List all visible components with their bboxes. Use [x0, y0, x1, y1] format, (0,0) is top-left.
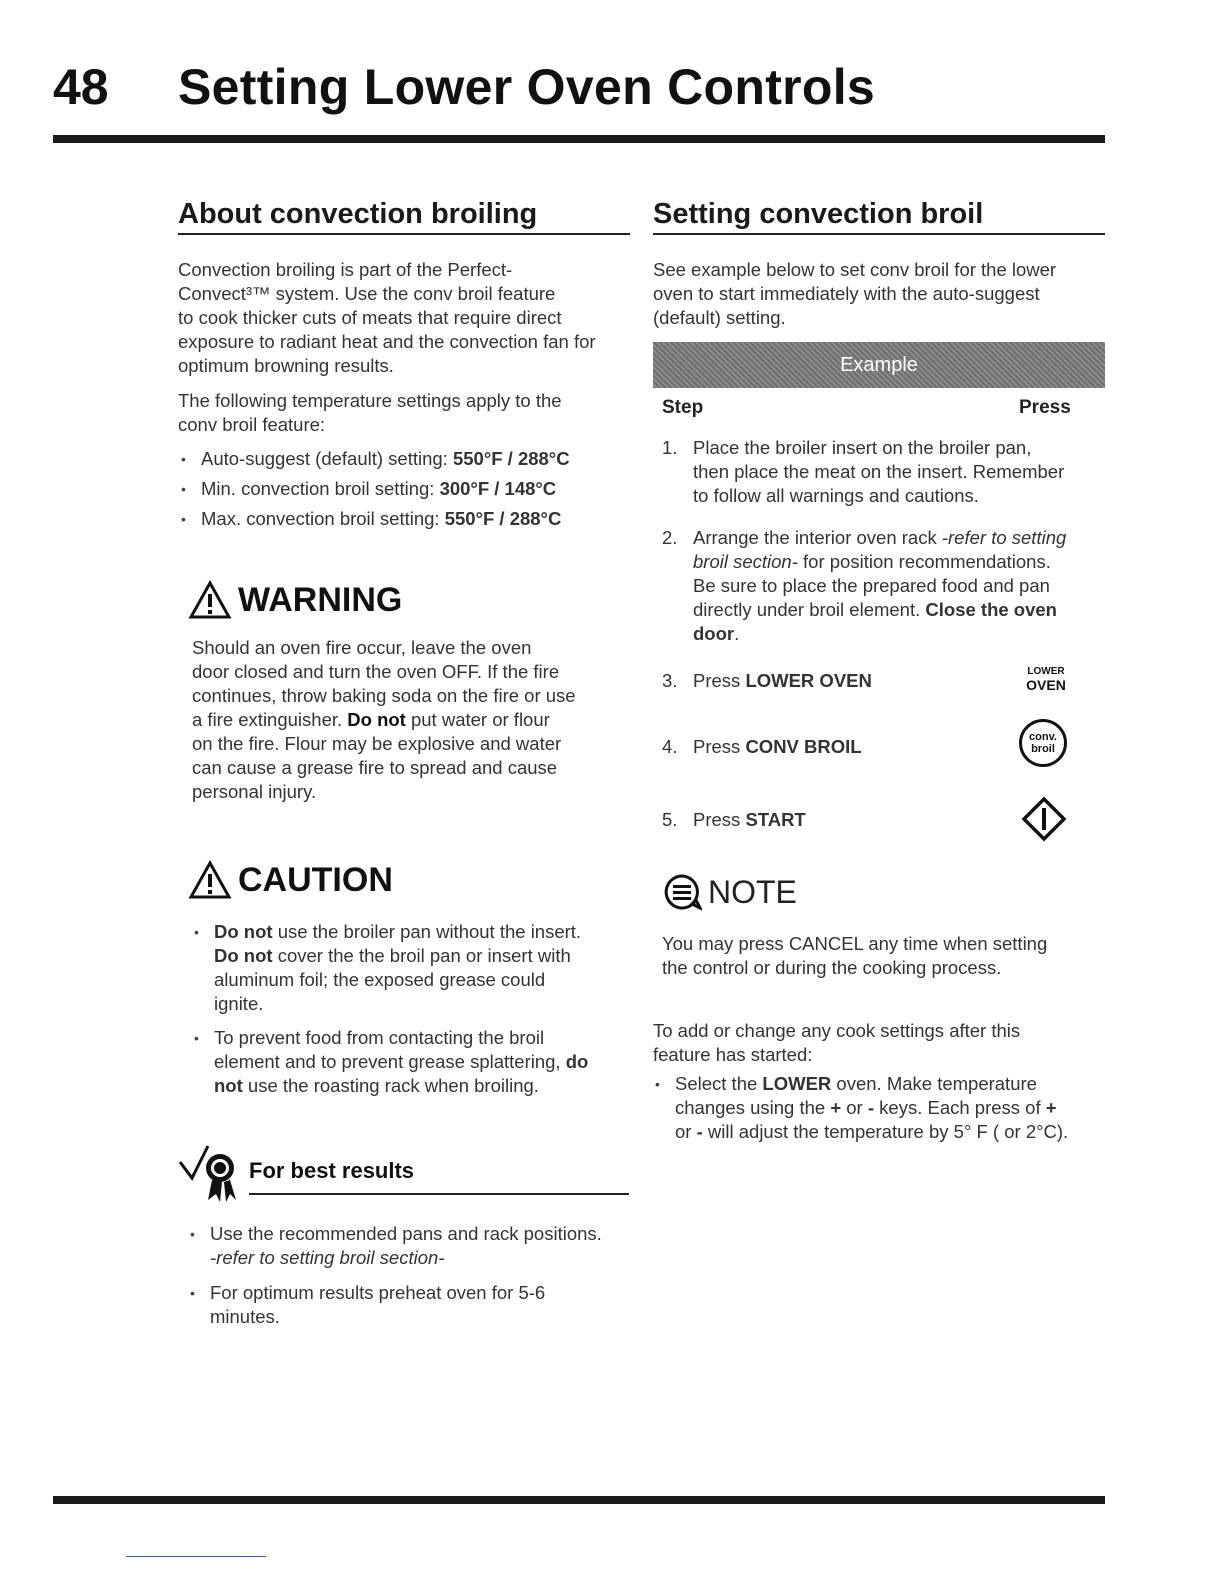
text: will adjust the temperature by 5° F ( or 2°C). [702, 1121, 1069, 1142]
bottom-rule [53, 1496, 1105, 1504]
text: -refer to setting [941, 527, 1067, 548]
text: for position recommendations. [797, 551, 1051, 572]
note-line: the control or during the cooking process. [662, 957, 1002, 978]
about-intro-line: optimum browning results. [178, 355, 394, 376]
text: cover the the broil pan or insert with [272, 945, 571, 966]
footer-link-line [126, 1556, 266, 1557]
about-intro-line: exposure to radiant heat and the convection fan for [178, 331, 596, 352]
emphasis: Do not [214, 921, 273, 942]
warning-title: WARNING [238, 580, 403, 619]
page-title: Setting Lower Oven Controls [178, 59, 876, 115]
top-rule [53, 135, 1105, 143]
about-heading: About convection broiling [178, 198, 630, 235]
list-item [651, 1072, 1101, 1144]
best-results-list [186, 1222, 646, 1329]
setting-label: Min. convection broil setting: [201, 478, 435, 499]
warning-line: continues, throw baking soda on the fire or use [192, 685, 576, 706]
emphasis: Do not [214, 945, 273, 966]
emphasis: LOWER [762, 1073, 832, 1094]
change-settings-list [651, 1072, 1101, 1144]
setting-value: 550°F / 288°C [444, 508, 562, 529]
text: use the roasting rack when broiling. [242, 1075, 539, 1096]
text: Press [693, 670, 746, 691]
lower-oven-key[interactable] [1022, 667, 1070, 693]
caution-list [190, 920, 630, 1098]
warning-line: personal injury. [192, 781, 317, 802]
warning-triangle-icon [188, 580, 232, 620]
text: to follow all warnings and cautions. [693, 485, 979, 506]
text: Be sure to place the prepared food and pan [693, 575, 1050, 596]
note-line: You may press CANCEL any time when setting [662, 933, 1048, 954]
key-label-bottom: broil [1031, 743, 1055, 755]
step-4 [662, 735, 962, 761]
setting-intro-line: (default) setting. [653, 307, 786, 328]
emphasis: CONV BROIL [745, 736, 862, 757]
setting-intro-line: oven to start immediately with the auto-suggest [653, 283, 1040, 304]
note-icon [662, 872, 702, 912]
change-line: To add or change any cook settings after this [653, 1020, 1021, 1041]
list-item [190, 1026, 630, 1098]
list-item [177, 507, 637, 531]
list-item [177, 447, 637, 471]
setting-value: 300°F / 148°C [439, 478, 557, 499]
step-2 [662, 526, 1102, 651]
list-item [186, 1222, 646, 1270]
text: or [675, 1121, 697, 1142]
setting-label: Auto-suggest (default) setting: [201, 448, 448, 469]
step-number: 2. [662, 527, 678, 548]
caution-triangle-icon [188, 860, 232, 900]
text: minutes. [210, 1306, 280, 1327]
plus-key-label: + [1045, 1097, 1057, 1118]
step-text [693, 735, 862, 759]
text: ignite. [214, 993, 264, 1014]
warning-text [192, 636, 622, 804]
emphasis: Do not [347, 709, 406, 730]
press-column-header: Press [1019, 397, 1071, 418]
page-number: 48 [53, 59, 109, 115]
warning-line: Should an oven fire occur, leave the oven [192, 637, 532, 658]
text: broil section- [693, 551, 798, 572]
text: put water or flour [405, 709, 550, 730]
text: Select the [675, 1073, 763, 1094]
start-key-icon[interactable] [1021, 796, 1067, 842]
list-item [190, 920, 630, 1016]
text: • To prevent food from contacting the broil [214, 1027, 545, 1048]
text: -refer to setting broil section- [210, 1247, 445, 1268]
emphasis: not [214, 1075, 243, 1096]
change-line: feature has started: [653, 1044, 813, 1065]
text: or [841, 1097, 868, 1118]
step-number: 3. [662, 670, 678, 691]
step-column-header: Step [662, 397, 704, 418]
text: Place the broiler insert on the broiler pan, [693, 437, 1032, 458]
note-header [662, 872, 797, 912]
warning-line: on the fire. Flour may be explosive and water [192, 733, 562, 754]
step-5 [662, 808, 962, 834]
step-text [693, 526, 1066, 646]
warning-line [192, 708, 622, 732]
text: changes using the [675, 1097, 831, 1118]
temperature-settings-list [177, 447, 637, 531]
step-number: 1. [662, 437, 678, 458]
step-number: 5. [662, 809, 678, 830]
about-intro-line: Convect³™ system. Use the conv broil feature [178, 283, 556, 304]
about-intro-line: Convection broiling is part of the Perfect- [178, 259, 513, 280]
text: oven. Make temperature [831, 1073, 1037, 1094]
setting-intro-line: See example below to set conv broil for the lower [653, 259, 1057, 280]
caution-title: CAUTION [238, 860, 393, 899]
about-intro [178, 258, 638, 378]
step-3 [662, 669, 962, 695]
plus-key-label: + [830, 1097, 842, 1118]
step-text [693, 669, 872, 693]
list-item [177, 477, 637, 501]
setting-intro [653, 258, 1105, 330]
text: keys. Each press of [874, 1097, 1046, 1118]
text: then place the meat on the insert. Remember [693, 461, 1065, 482]
key-label-bottom: OVEN [1026, 677, 1066, 693]
temp-intro-line: conv broil feature: [178, 414, 326, 435]
text: element and to prevent grease splattering, [214, 1051, 566, 1072]
text: Press [693, 736, 746, 757]
conv-broil-key[interactable] [1019, 719, 1067, 767]
text: directly under broil element. [693, 599, 926, 620]
text: • Use the recommended pans and rack positions. [210, 1223, 602, 1244]
example-bar: Example [653, 342, 1105, 388]
text: a fire extinguisher. [192, 709, 348, 730]
step-text [693, 436, 1064, 508]
temp-intro-line: The following temperature settings apply to the [178, 390, 562, 411]
about-intro-line: to cook thicker cuts of meats that require direct [178, 307, 562, 328]
emphasis: Close the oven [925, 599, 1057, 620]
list-item [186, 1281, 646, 1329]
warning-header [188, 580, 402, 620]
warning-line: can cause a grease fire to spread and cause [192, 757, 558, 778]
emphasis: do [565, 1051, 589, 1072]
text: Press [693, 809, 746, 830]
best-results-title: For best results [249, 1158, 415, 1183]
key-label-top: LOWER [1027, 666, 1065, 677]
setting-label: Max. convection broil setting: [201, 508, 440, 529]
minus-key-label: - [867, 1097, 875, 1118]
text: . [734, 623, 740, 644]
minus-key-label: - [696, 1121, 703, 1142]
award-ribbon-icon [176, 1138, 244, 1206]
note-text [662, 932, 1102, 980]
step-number: 4. [662, 736, 678, 757]
emphasis: START [745, 809, 806, 830]
setting-heading: Setting convection broil [653, 198, 1105, 235]
text: Arrange the interior oven rack [693, 527, 942, 548]
step-text [693, 808, 806, 832]
best-results-rule [249, 1193, 629, 1195]
key-label-top: conv. [1029, 731, 1057, 743]
note-title: NOTE [708, 873, 797, 910]
change-settings-intro [653, 1019, 1103, 1067]
step-1 [662, 436, 1102, 516]
text: use the broiler pan without the insert. [272, 921, 582, 942]
text: • For optimum results preheat oven for 5-6 [210, 1282, 546, 1303]
setting-value: 550°F / 288°C [452, 448, 570, 469]
emphasis: LOWER OVEN [745, 670, 872, 691]
warning-line: door closed and turn the oven OFF. If the fire [192, 661, 560, 682]
text: aluminum foil; the exposed grease could [214, 969, 546, 990]
temp-intro [178, 389, 638, 437]
caution-header [188, 860, 393, 900]
emphasis: door [693, 623, 735, 644]
